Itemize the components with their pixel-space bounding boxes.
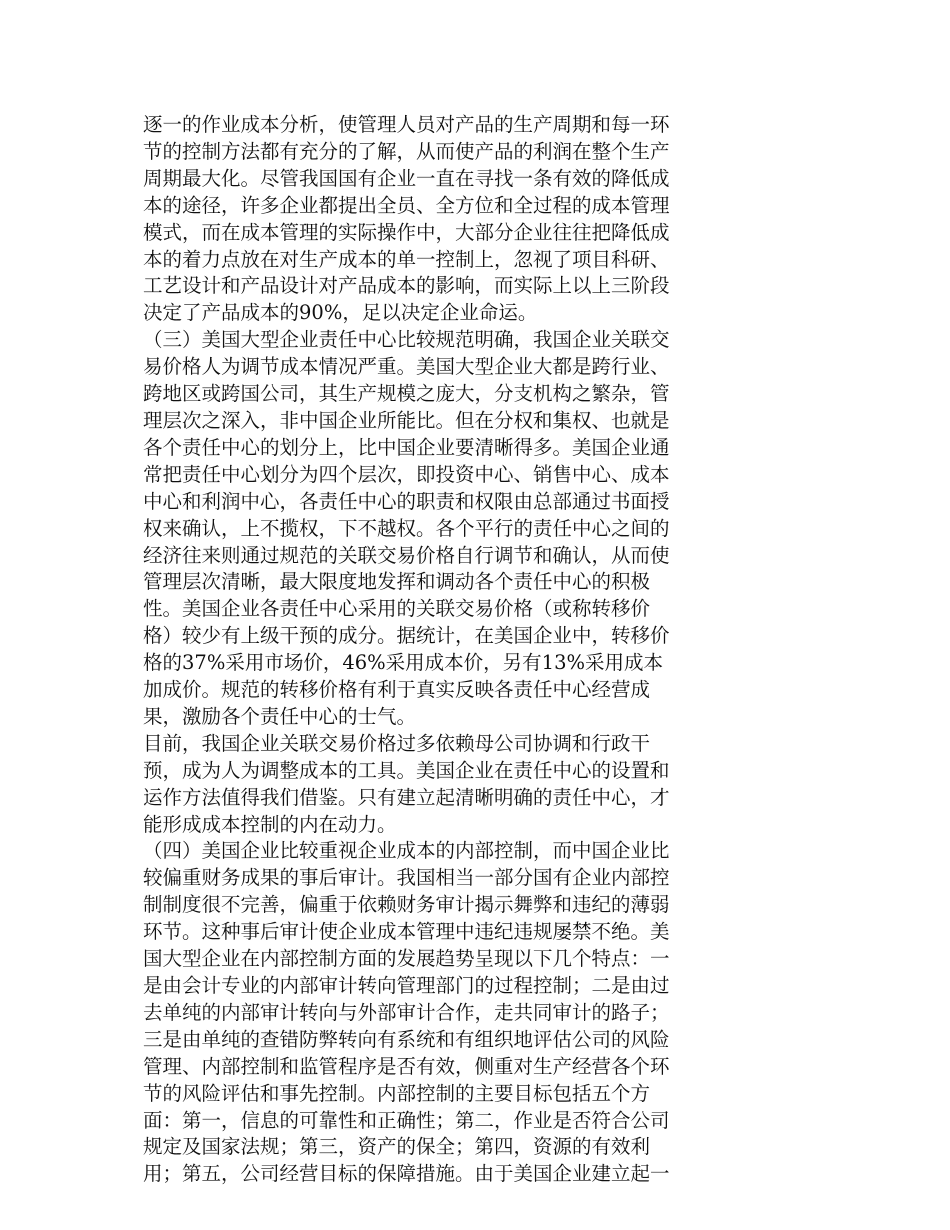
text-line: 各个责任中心的划分上，比中国企业要清晰得多。美国企业通 (143, 435, 670, 459)
text-line: 环节。这种事后审计使企业成本管理中违纪违规屡禁不绝。美 (143, 920, 670, 944)
text-line: 加成价。规范的转移价格有利于真实反映各责任中心经营成 (143, 678, 651, 702)
text-line: 模式，而在成本管理的实际操作中，大部分企业往往把降低成 (143, 220, 670, 244)
text-line: 去单纯的内部审计转向与外部审计合作，走共同审计的路子； (143, 1000, 670, 1024)
text-line: （三）美国大型企业责任中心比较规范明确，我国企业关联交 (143, 328, 670, 352)
text-line: 常把责任中心划分为四个层次，即投资中心、销售中心、成本 (143, 462, 670, 486)
text-line: 节的风险评估和事先控制。内部控制的主要目标包括五个方 (143, 1081, 651, 1105)
text-line: （四）美国企业比较重视企业成本的内部控制，而中国企业比 (143, 839, 670, 863)
text-line: 制制度很不完善，偏重于依赖财务审计揭示舞弊和违纪的薄弱 (143, 893, 670, 917)
text-line: 是由会计专业的内部审计转向管理部门的过程控制；二是由过 (143, 974, 670, 997)
text-line: 本的着力点放在对生产成本的单一控制上，忽视了项目科研、 (143, 247, 670, 271)
text-line: 格的37%采用市场价，46%采用成本价，另有13%采用成本 (143, 651, 664, 675)
text-line: 目前，我国企业关联交易价格过多依赖母公司协调和行政干 (143, 731, 651, 755)
text-line: 本的途径，许多企业都提出全员、全方位和全过程的成本管理 (143, 193, 670, 217)
text-line: 工艺设计和产品设计对产品成本的影响，而实际上以上三阶段 (143, 274, 670, 298)
text-line: 较偏重财务成果的事后审计。我国相当一部分国有企业内部控 (143, 866, 670, 890)
text-line: 权来确认，上不揽权，下不越权。各个平行的责任中心之间的 (143, 516, 670, 540)
text-line: 格）较少有上级干预的成分。据统计，在美国企业中，转移价 (143, 624, 670, 648)
text-line: 果，激励各个责任中心的士气。 (143, 704, 417, 728)
text-line: 逐一的作业成本分析，使管理人员对产品的生产周期和每一环 (143, 113, 670, 136)
text-line: 跨地区或跨国公司，其生产规模之庞大，分支机构之繁杂，管 (143, 382, 670, 406)
text-line: 性。美国企业各责任中心采用的关联交易价格（或称转移价 (143, 597, 651, 621)
text-line: 规定及国家法规；第三，资产的保全；第四，资源的有效利 (143, 1135, 651, 1159)
text-line: 三是由单纯的查错防弊转向有系统和有组织地评估公司的风险 (143, 1027, 670, 1051)
text-line: 运作方法值得我们借鉴。只有建立起清晰明确的责任中心，才 (143, 785, 670, 809)
text-line: 能形成成本控制的内在动力。 (143, 812, 397, 836)
text-line: 管理、内部控制和监管程序是否有效，侧重对生产经营各个环 (143, 1054, 670, 1078)
text-line: 国大型企业在内部控制方面的发展趋势呈现以下几个特点：一 (143, 947, 670, 971)
text-line: 用；第五，公司经营目标的保障措施。由于美国企业建立起一 (143, 1162, 670, 1186)
text-line: 面：第一，信息的可靠性和正确性；第二，作业是否符合公司 (143, 1108, 670, 1132)
text-line: 经济往来则通过规范的关联交易价格自行调节和确认，从而使 (143, 543, 670, 567)
text-line: 周期最大化。尽管我国国有企业一直在寻找一条有效的降低成 (143, 166, 670, 190)
text-line: 理层次之深入，非中国企业所能比。但在分权和集权、也就是 (143, 408, 670, 432)
text-line: 中心和利润中心，各责任中心的职责和权限由总部通过书面授 (143, 489, 670, 513)
text-line: 易价格人为调节成本情况严重。美国大型企业大都是跨行业、 (143, 355, 670, 379)
text-line: 决定了产品成本的90%，足以决定企业命运。 (143, 301, 538, 325)
text-line: 节的控制方法都有充分的了解，从而使产品的利润在整个生产 (143, 139, 670, 163)
text-line: 管理层次清晰，最大限度地发挥和调动各个责任中心的积极 (143, 570, 651, 594)
document-body (143, 112, 743, 1188)
text-line: 预，成为人为调整成本的工具。美国企业在责任中心的设置和 (143, 758, 670, 782)
